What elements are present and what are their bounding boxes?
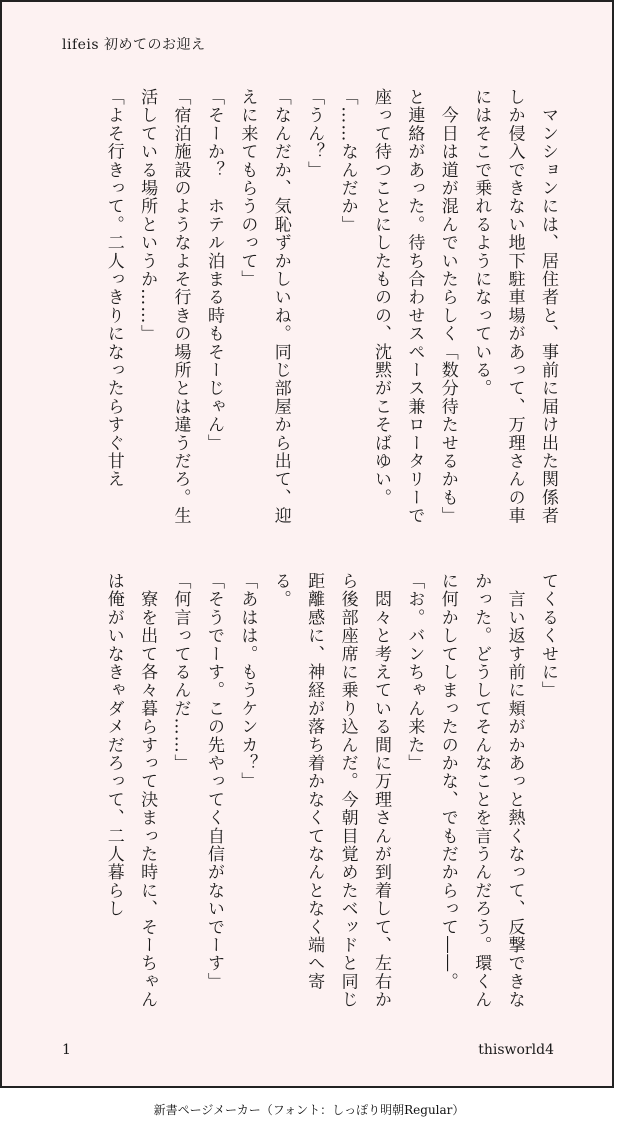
paragraph: 悶々と考えている間に万理さんが到着して、左右から後部座席に乗り込んだ。今朝目覚めたベッドと同じ距離感に、神経が落ち着かなくてなんとなく端へ寄る。 <box>270 572 391 1009</box>
dialogue-line: 「あはは。もうケンカ？」 <box>237 572 258 791</box>
page-header: lifeis 初めてのお迎え <box>62 37 206 53</box>
paragraph: 寮を出て各々暮らすって決まった時に、そーちゃんは俺がいなきゃダメだろって、二人暮らし <box>103 572 158 1009</box>
dialogue-line: 「うん？」 <box>304 88 325 179</box>
dialogue-line: 「なんだか、気恥ずかしいね。同じ部屋から出て、迎えに来てもらうのって」 <box>237 88 291 525</box>
paragraph: 言い返す前に頬がかあっと熱くなって、反撃できなかった。どうしてそんなことを言うんだろう。環くんに何かしてしまったのかな、でもだからって――。 <box>437 572 525 1009</box>
text-column-lower <box>54 572 564 1012</box>
text-column-upper <box>54 88 564 528</box>
page-number: 1 <box>62 1042 71 1058</box>
dialogue-line: 「……なんだか」 <box>337 88 358 234</box>
generator-credit: 新書ページメーカー（フォント：しっぽり明朝Regular） <box>153 1103 465 1117</box>
author-id: thisworld4 <box>478 1042 554 1058</box>
dialogue-line: 「何言ってるんだ……」 <box>170 572 191 773</box>
dialogue-line: 「よそ行きって。二人っきりになったらすぐ甘え <box>103 88 124 489</box>
dialogue-line: てくるくせに」 <box>538 572 558 700</box>
dialogue-line: 「お。バンちゃん来た」 <box>404 572 425 773</box>
paragraph: マンションには、居住者と、事前に届け出た関係者しか侵入できない地下駐車場があって、万理さんの車にはそこで乗れるようになっている。 <box>471 88 558 525</box>
paragraph: 今日は道が混んでいたらしく「数分待たせるかも」と連絡があった。待ち合わせスペース兼ロータリーで座って待つことにしたものの、沈黙がこそばゆい。 <box>370 88 458 525</box>
dialogue-line: 「そうでーす。この先やってく自信がないでーす」 <box>203 572 224 991</box>
dialogue-line: 「そーか？ ホテル泊まる時もそーじゃん」 <box>203 88 224 452</box>
dialogue-line: 「宿泊施設のようなよそ行きの場所とは違うだろ。生活している場所というか……」 <box>137 88 191 525</box>
